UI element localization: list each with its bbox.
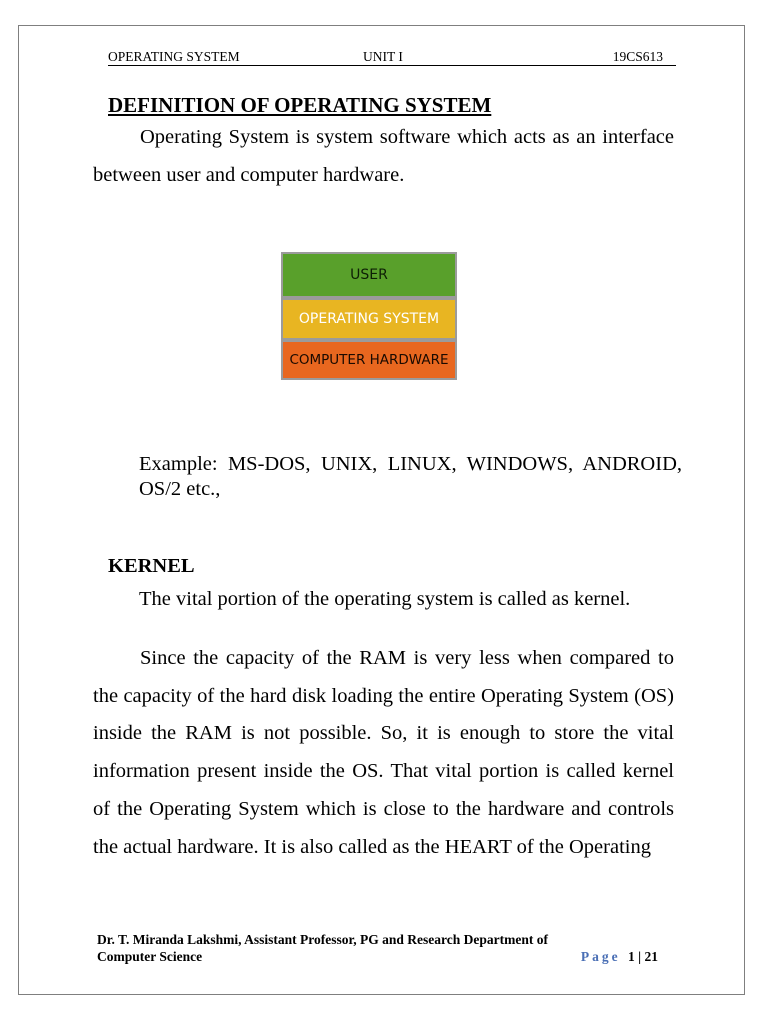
page-number: 1 | 21 bbox=[628, 949, 658, 964]
diagram-layer-operating-system bbox=[281, 298, 457, 340]
page-word: Page bbox=[580, 949, 621, 964]
header-subject: OPERATING SYSTEM bbox=[108, 49, 240, 64]
footer-author-line: Dr. T. Miranda Lakshmi, Assistant Professor, PG and Research Department of bbox=[97, 932, 549, 947]
page-header bbox=[108, 49, 676, 66]
diagram-layer-label: COMPUTER HARDWARE bbox=[289, 352, 449, 368]
diagram-layer-user bbox=[281, 252, 457, 298]
definition-paragraph: Operating System is system software which acts as an interface between user and computer hardware. bbox=[93, 126, 674, 186]
page-footer bbox=[97, 931, 662, 965]
header-course-code: 19CS613 bbox=[612, 49, 663, 64]
footer-department-line: Computer Science bbox=[97, 949, 203, 964]
diagram-layer-label: USER bbox=[350, 267, 388, 283]
kernel-heading: KERNEL bbox=[108, 555, 195, 577]
diagram-layer-computer-hardware bbox=[281, 340, 457, 380]
example-paragraph: Example: MS-DOS, UNIX, LINUX, WINDOWS, ANDROID, OS/2 etc., bbox=[139, 453, 682, 500]
os-layer-diagram bbox=[281, 252, 457, 380]
diagram-layer-label: OPERATING SYSTEM bbox=[298, 311, 440, 327]
header-unit: UNIT I bbox=[363, 49, 403, 64]
kernel-body-paragraph: Since the capacity of the RAM is very less when compared to the capacity of the hard disk loading the entire Operating System (OS) inside the RAM is not possible. So, it is enough to store the vital information present inside the OS. That vital portion is called kernel of the Operating System which is close to the hardware and controls the actual hardware. It is also called as the HEART of the Operating bbox=[93, 647, 674, 858]
section-title: DEFINITION OF OPERATING SYSTEM bbox=[108, 93, 492, 117]
page-indicator bbox=[581, 948, 658, 965]
kernel-intro-paragraph: The vital portion of the operating system is called as kernel. bbox=[139, 588, 631, 610]
